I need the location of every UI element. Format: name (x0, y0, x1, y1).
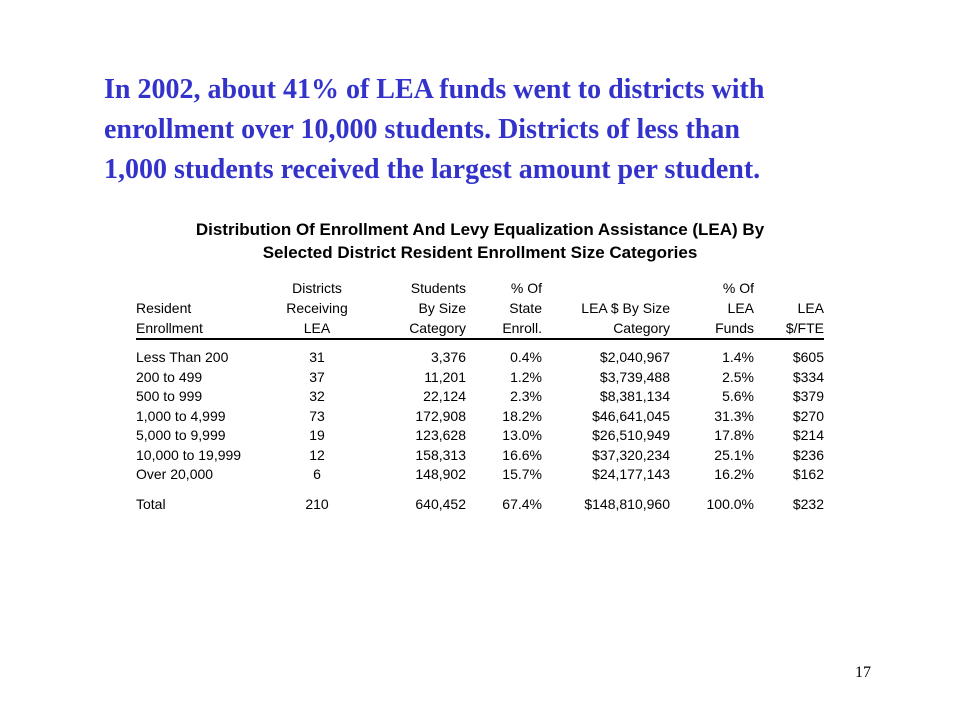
header-pct-lea-funds: % Of LEA Funds (670, 278, 754, 339)
header-districts-receiving-lea: Districts Receiving LEA (272, 278, 362, 339)
cell-students: 148,902 (415, 466, 466, 482)
cell-pct-funds: 5.6% (722, 388, 754, 404)
cell-per-fte: $334 (792, 368, 824, 385)
cell-enrollment: 10,000 to 19,999 (136, 446, 242, 463)
cell-pct-funds: 31.3% (714, 407, 754, 424)
cell-lea-dollars: $24,177,143 (592, 466, 670, 482)
table-title-line-2: Selected District Resident Enrollment Size Categories (262, 243, 698, 262)
cell-students: 172,908 (415, 407, 466, 424)
table-row (136, 426, 824, 446)
cell-students: 11,201 (424, 368, 466, 385)
cell-enrollment: Less Than 200 (136, 349, 229, 365)
table-row (136, 465, 824, 485)
table-row (136, 339, 824, 368)
cell-pct-enroll: 1.2% (510, 368, 542, 385)
cell-districts: 12 (309, 446, 325, 463)
slide-title-line-2: enrollment over 10,000 students. Districts of less than (104, 114, 740, 145)
cell-per-fte: $605 (792, 349, 824, 365)
slide-title (104, 70, 894, 190)
total-districts: 210 (305, 495, 329, 512)
enrollment-lea-table (136, 278, 824, 514)
cell-per-fte: $162 (792, 466, 824, 482)
table-total-row (136, 495, 824, 515)
cell-enrollment: 200 to 499 (136, 368, 203, 385)
cell-pct-enroll: 0.4% (510, 349, 542, 365)
header-students-by-size: Students By Size Category (362, 278, 466, 339)
cell-lea-dollars: $2,040,967 (599, 349, 670, 365)
table-row (136, 446, 824, 466)
cell-districts: 32 (309, 388, 325, 404)
table-title-line-1: Distribution Of Enrollment And Levy Equalization Assistance (LEA) By (195, 220, 765, 239)
table-row (136, 368, 824, 388)
table-header-row (136, 278, 824, 339)
total-label: Total (136, 495, 166, 512)
cell-pct-funds: 25.1% (714, 446, 754, 463)
cell-per-fte: $214 (792, 427, 824, 443)
cell-enrollment: 5,000 to 9,999 (136, 427, 226, 443)
cell-pct-funds: 2.5% (722, 368, 754, 385)
cell-lea-dollars: $8,381,134 (599, 388, 670, 404)
cell-pct-funds: 16.2% (714, 466, 754, 482)
total-lea-dollars: $148,810,960 (584, 495, 670, 512)
cell-students: 123,628 (415, 427, 466, 443)
total-pct-funds: 100.0% (706, 495, 754, 512)
cell-per-fte: $379 (792, 388, 824, 404)
cell-per-fte: $270 (792, 407, 824, 424)
total-per-fte: $232 (792, 495, 824, 512)
cell-per-fte: $236 (792, 446, 824, 463)
cell-pct-funds: 17.8% (714, 427, 754, 443)
spacer-cell (136, 485, 824, 495)
cell-enrollment: 500 to 999 (136, 388, 203, 404)
cell-pct-enroll: 13.0% (502, 427, 542, 443)
cell-lea-dollars: $46,641,045 (592, 407, 670, 424)
table-title (130, 218, 830, 264)
cell-districts: 37 (309, 368, 325, 385)
cell-pct-enroll: 16.6% (502, 446, 542, 463)
cell-pct-enroll: 2.3% (510, 388, 542, 404)
slide-title-line-1: In 2002, about 41% of LEA funds went to districts with (104, 74, 765, 105)
total-students: 640,452 (415, 495, 466, 512)
table-row (136, 387, 824, 407)
cell-districts: 19 (309, 427, 325, 443)
cell-students: 3,376 (430, 349, 466, 365)
cell-districts: 31 (309, 349, 325, 365)
cell-students: 22,124 (423, 388, 466, 404)
table-row (136, 407, 824, 427)
cell-lea-dollars: $26,510,949 (592, 427, 670, 443)
cell-lea-dollars: $3,739,488 (599, 368, 670, 385)
cell-enrollment: 1,000 to 4,999 (136, 407, 226, 424)
cell-students: 158,313 (415, 446, 466, 463)
header-lea-dollars-by-size: LEA $ By Size Category (542, 278, 670, 339)
cell-pct-enroll: 15.7% (502, 466, 542, 482)
slide-title-line-3: 1,000 students received the largest amount per student. (104, 154, 761, 185)
cell-pct-enroll: 18.2% (502, 407, 542, 424)
cell-lea-dollars: $37,320,234 (592, 446, 670, 463)
table-spacer-row (136, 485, 824, 495)
total-pct-enroll: 67.4% (502, 495, 542, 512)
header-resident-enrollment: Resident Enrollment (136, 278, 272, 339)
cell-districts: 73 (309, 407, 325, 424)
header-lea-per-fte: LEA $/FTE (754, 278, 824, 339)
cell-pct-funds: 1.4% (722, 349, 754, 365)
header-pct-state-enroll: % Of State Enroll. (466, 278, 542, 339)
cell-enrollment: Over 20,000 (136, 466, 214, 482)
page-number: 17 (855, 664, 871, 681)
cell-districts: 6 (313, 466, 321, 482)
